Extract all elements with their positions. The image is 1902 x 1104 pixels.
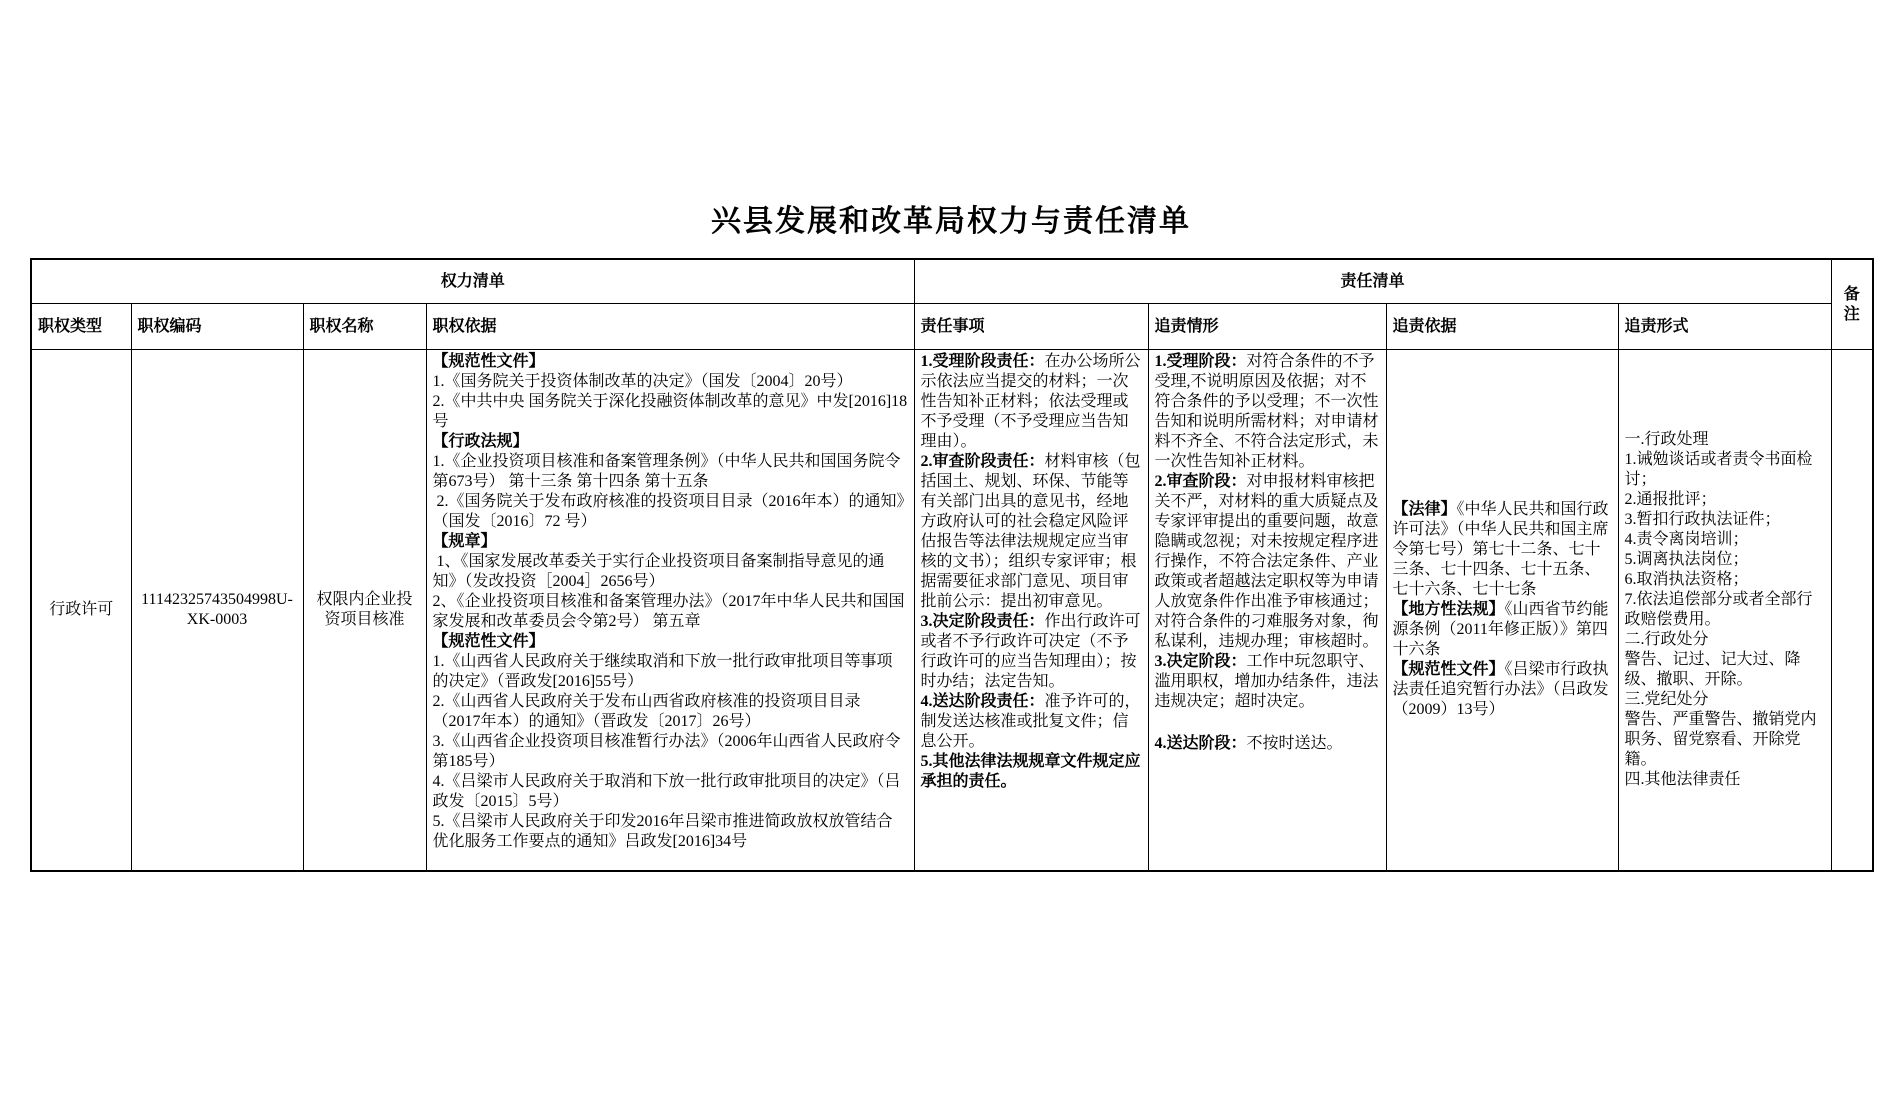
page-title: 兴县发展和改革局权力与责任清单 (711, 205, 1191, 238)
liability-case: 1.受理阶段：对符合条件的不予受理,不说明原因及依据；对不符合条件的予以受理；不一次性告知和说明所需材料；对申请材料不齐全、不符合法定形式，未一次性告知补正材料。 (1154, 353, 1379, 470)
duty-item: 2.审查阶段责任：材料审核（包括国土、规划、环保、节能等有关部门出具的意见书，经地方政府认可的社会稳定风险评估报告等法律法规规定应当审核的文书）；组织专家评审；根据需要征求部门意见、项目审批前公示：提出初审意见。 (920, 453, 1141, 610)
basis-item: 2.《山西省人民政府关于发布山西省政府核准的投资项目目录（2017年本）的通知》（晋政发〔2017〕26号） (432, 693, 861, 730)
basis-item: 2.《中共中央 国务院关于深化投融资体制改革的意见》中发[2016]18号 (432, 393, 908, 430)
duty-item: 4.送达阶段责任：准予许可的，制发送达核准或批复文件；信息公开。 (920, 693, 1141, 750)
duty-item: 3.决定阶段责任：作出行政许可或者不予行政许可决定（不予行政许可的应当告知理由）；按时办结；法定告知。 (920, 613, 1141, 690)
column-header-authority-type: 职权类型 (31, 304, 131, 350)
cell-duty-items (914, 350, 1148, 872)
cell-liability-cases (1148, 350, 1386, 872)
column-header-liability-basis: 追责依据 (1386, 304, 1618, 350)
basis-section (433, 352, 908, 432)
liability-basis-entry: 【法律】《中华人民共和国行政许可法》（中华人民共和国主席令第七号）第七十二条、七十三条、七十四条、七十五条、七十六条、七十七条 (1392, 501, 1609, 598)
basis-item: 4.《吕梁市人民政府关于取消和下放一批行政审批项目的决定》（吕政发〔2015〕5号） (432, 773, 901, 810)
column-header-authority-name: 职权名称 (303, 304, 426, 350)
group-header-row (31, 259, 1873, 304)
liability-case: 2.审查阶段：对申报材料审核把关不严，对材料的重大质疑点及专家评审提出的重要问题，故意隐瞒或忽视；对未按规定程序进行操作，不符合法定条件、产业政策或者超越法定职权等为申请人放宽条件作出准予审核通过；对符合条件的刁难服务对象，徇私谋利，违规办理；审核超时。 (1154, 473, 1379, 650)
basis-section-heading: 【规范性文件】 (432, 353, 545, 370)
liability-form-line: 警告、记过、记大过、降级、撤职、开除。 (1624, 651, 1801, 688)
liability-form-line: 警告、严重警告、撤销党内职务、留党察看、开除党籍。 (1624, 711, 1817, 768)
column-header-duty-items: 责任事项 (914, 304, 1148, 350)
basis-item: 1、《国家发展改革委关于实行企业投资项目备案制指导意见的通知》（发改投资［2004］2656号） (432, 553, 885, 590)
liability-basis-entry: 【规范性文件】《吕梁市行政执法责任追究暂行办法》（吕政发（2009）13号） (1392, 661, 1609, 718)
basis-item: 5.《吕梁市人民政府关于印发2016年吕梁市推进简政放权放管结合优化服务工作要点的通知》吕政发[2016]34号 (432, 813, 893, 850)
cell-authority-basis (426, 350, 914, 872)
cell-authority-name: 权限内企业投资项目核准 (303, 350, 426, 872)
liability-form-line: 1.诫勉谈话或者责令书面检讨； (1624, 451, 1813, 488)
basis-item: 1.《国务院关于投资体制改革的决定》（国发〔2004〕20号） (432, 373, 853, 390)
liability-form-line: 3.暂扣行政执法证件； (1624, 511, 1781, 528)
liability-form-line: 三.党纪处分 (1624, 691, 1709, 708)
basis-item: 3.《山西省企业投资项目核准暂行办法》（2006年山西省人民政府令第185号） (432, 733, 901, 770)
liability-form-line: 6.取消执法资格； (1624, 571, 1749, 588)
liability-case: 4.送达阶段：不按时送达。 (1154, 735, 1343, 752)
group-header-power-list: 权力清单 (31, 259, 914, 304)
liability-form-line: 7.依法追偿部分或者全部行政赔偿费用。 (1624, 591, 1813, 628)
duty-item: 1.受理阶段责任：在办公场所公示依法应当提交的材料；一次性告知补正材料；依法受理或不予受理（不予受理应当告知理由）。 (920, 353, 1141, 450)
basis-section-heading: 【规章】 (432, 533, 497, 550)
power-duty-table (30, 258, 1874, 872)
basis-item: 1.《山西省人民政府关于继续取消和下放一批行政审批项目等事项的决定》（晋政发[2016]55号） (432, 653, 893, 690)
basis-section (433, 632, 908, 852)
cell-authority-type: 行政许可 (31, 350, 131, 872)
basis-section (433, 432, 908, 532)
column-header-liability-cases: 追责情形 (1148, 304, 1386, 350)
duty-item: 5.其他法律法规规章文件规定应承担的责任。 (920, 753, 1141, 790)
liability-form-line: 4.责令离岗培训； (1624, 531, 1749, 548)
liability-basis-entry: 【地方性法规】《山西省节约能源条例（2011年修正版）》第四十六条 (1392, 601, 1609, 658)
cell-liability-forms (1618, 350, 1831, 872)
liability-case: 3.决定阶段：工作中玩忽职守、滥用职权，增加办结条件，违法违规决定；超时决定。 (1154, 653, 1379, 710)
liability-form-line: 2.通报批评； (1624, 491, 1717, 508)
column-header-row (31, 304, 1873, 350)
column-header-liability-forms: 追责形式 (1618, 304, 1831, 350)
cell-remark (1831, 350, 1873, 872)
basis-section (433, 532, 908, 632)
basis-section-heading: 【规范性文件】 (432, 633, 545, 650)
cell-authority-code: 11142325743504998U-XK-0003 (131, 350, 303, 872)
table-row (31, 350, 1873, 872)
basis-item: 1.《企业投资项目核准和备案管理条例》（中华人民共和国国务院令第673号） 第十三条 第十四条 第十五条 (432, 453, 901, 490)
column-header-authority-code: 职权编码 (131, 304, 303, 350)
group-header-duty-list: 责任清单 (914, 259, 1831, 304)
liability-form-line: 二.行政处分 (1624, 631, 1709, 648)
column-header-remark: 备注 (1831, 259, 1873, 350)
basis-item: 2.《国务院关于发布政府核准的投资项目目录（2016年本）的通知》（国发〔2016〕72 号） (432, 493, 905, 530)
cell-liability-basis (1386, 350, 1618, 872)
liability-form-line: 5.调离执法岗位； (1624, 551, 1749, 568)
liability-form-line: 四.其他法律责任 (1624, 771, 1741, 788)
column-header-authority-basis: 职权依据 (426, 304, 914, 350)
basis-item: 2、《企业投资项目核准和备案管理办法》（2017年中华人民共和国国家发展和改革委员会令第2号） 第五章 (432, 593, 905, 630)
liability-form-line: 一.行政处理 (1624, 431, 1709, 448)
basis-section-heading: 【行政法规】 (432, 433, 529, 450)
